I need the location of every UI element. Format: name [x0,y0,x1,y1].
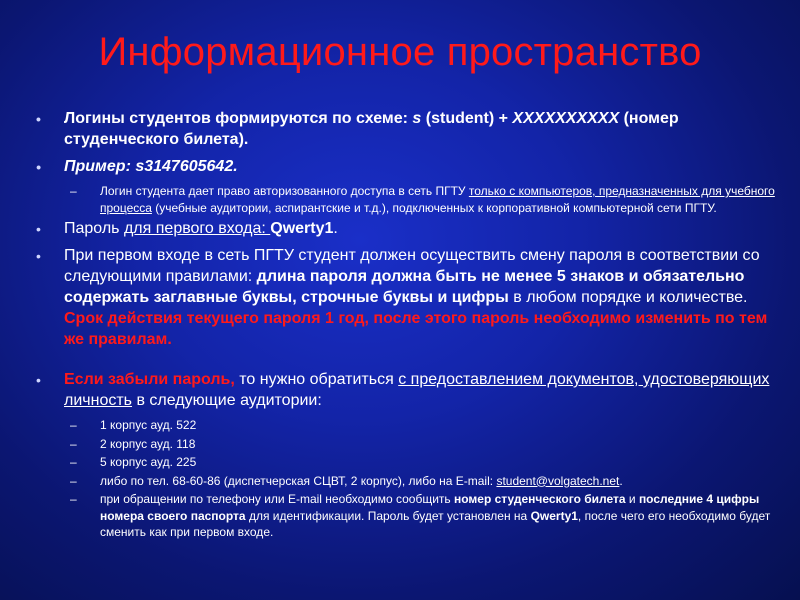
text: . [333,220,338,237]
text: Логин студента дает право авторизованного доступа в сеть ПГТУ [100,184,469,198]
dash-icon: – [70,418,77,432]
bullet-login-scheme [36,108,776,150]
bullet-password-rules [36,245,776,350]
text: только с компьютеров, предназначенных для учебного процесса [100,184,775,215]
dash-icon: – [70,436,77,451]
text: Qwerty1 [270,220,334,237]
text: для идентификации. Пароль будет установлен на [245,508,531,523]
bullet-icon: • [36,248,41,264]
text: номер студенческого билета [454,492,626,506]
text: при обращении по телефону или E-mail необходимо сообщить [100,492,454,506]
text: длина пароля должна быть не менее 5 знаков и обязательно содержать заглавные буквы, строчные буквы и цифры [64,268,745,306]
slide-title: Информационное пространство [98,30,702,74]
dash-icon: – [70,455,77,469]
text: для первого входа: [123,220,271,237]
bullet-icon: • [36,221,41,237]
text: 1 корпус ауд. 522 [100,418,197,432]
text: При первом входе в сеть ПГТУ студент должен осуществить смену пароля в соответствии со следующими правилами: [64,247,760,285]
text: Пример: s3147605642. [64,158,238,175]
text: в следующие аудитории: [132,392,322,409]
sub-bullet-access-rights [36,183,776,216]
text: последние 4 цифры номера своего паспорта [100,492,760,523]
text: Логины студентов формируются по схеме: [64,110,413,127]
dash-icon: – [70,473,77,488]
text: (student) + [421,110,513,127]
bullet-icon: • [36,111,41,127]
text: Срок действия текущего пароля 1 год, после этого пароль необходимо изменить по тем же правилам. [64,310,768,348]
text: 2 корпус ауд. 118 [100,436,196,451]
sub-bullet-identification [36,491,776,541]
dash-icon: – [70,492,77,506]
dash-icon: – [70,184,77,198]
bullet-first-password [36,218,776,239]
slide-content [36,108,776,543]
text: с предоставлением документов, удостоверяющих личность [64,371,770,409]
text: в любом порядке и количестве. [508,289,748,306]
email-link[interactable]: student@volgatech.net [496,473,620,488]
sub-bullet-room-118 [36,436,776,453]
bullet-login-example [36,156,776,177]
text: либо по тел. 68-60-86 (диспетчерская СЦВТ, 2 корпус), либо на E-mail: [100,473,497,488]
text: Пароль [64,220,124,237]
bullet-forgot-password [36,369,776,411]
text: (учебные аудитории, аспирантские и т.д.), подключенных к корпоративной компьютерной сети ПГТУ. [151,200,717,215]
text: , после чего его необходимо будет сменить как при первом входе. [100,508,771,539]
spacer [36,356,776,369]
text: то нужно обратиться [234,371,399,388]
sub-bullet-room-225 [36,454,776,471]
text: 5 корпус ауд. 225 [100,455,197,469]
text: s [412,110,422,127]
bullet-icon: • [36,372,41,388]
text: Если забыли пароль, [64,371,235,388]
text: (номер студенческого билета). [64,110,679,148]
sub-bullet-room-522 [36,417,776,434]
sub-bullet-contact [36,473,776,490]
text: и [625,492,639,506]
text: Qwerty1 [530,508,578,523]
text: . [619,473,623,488]
bullet-icon: • [36,159,41,175]
text: XXXXXXXXXX [512,110,620,127]
